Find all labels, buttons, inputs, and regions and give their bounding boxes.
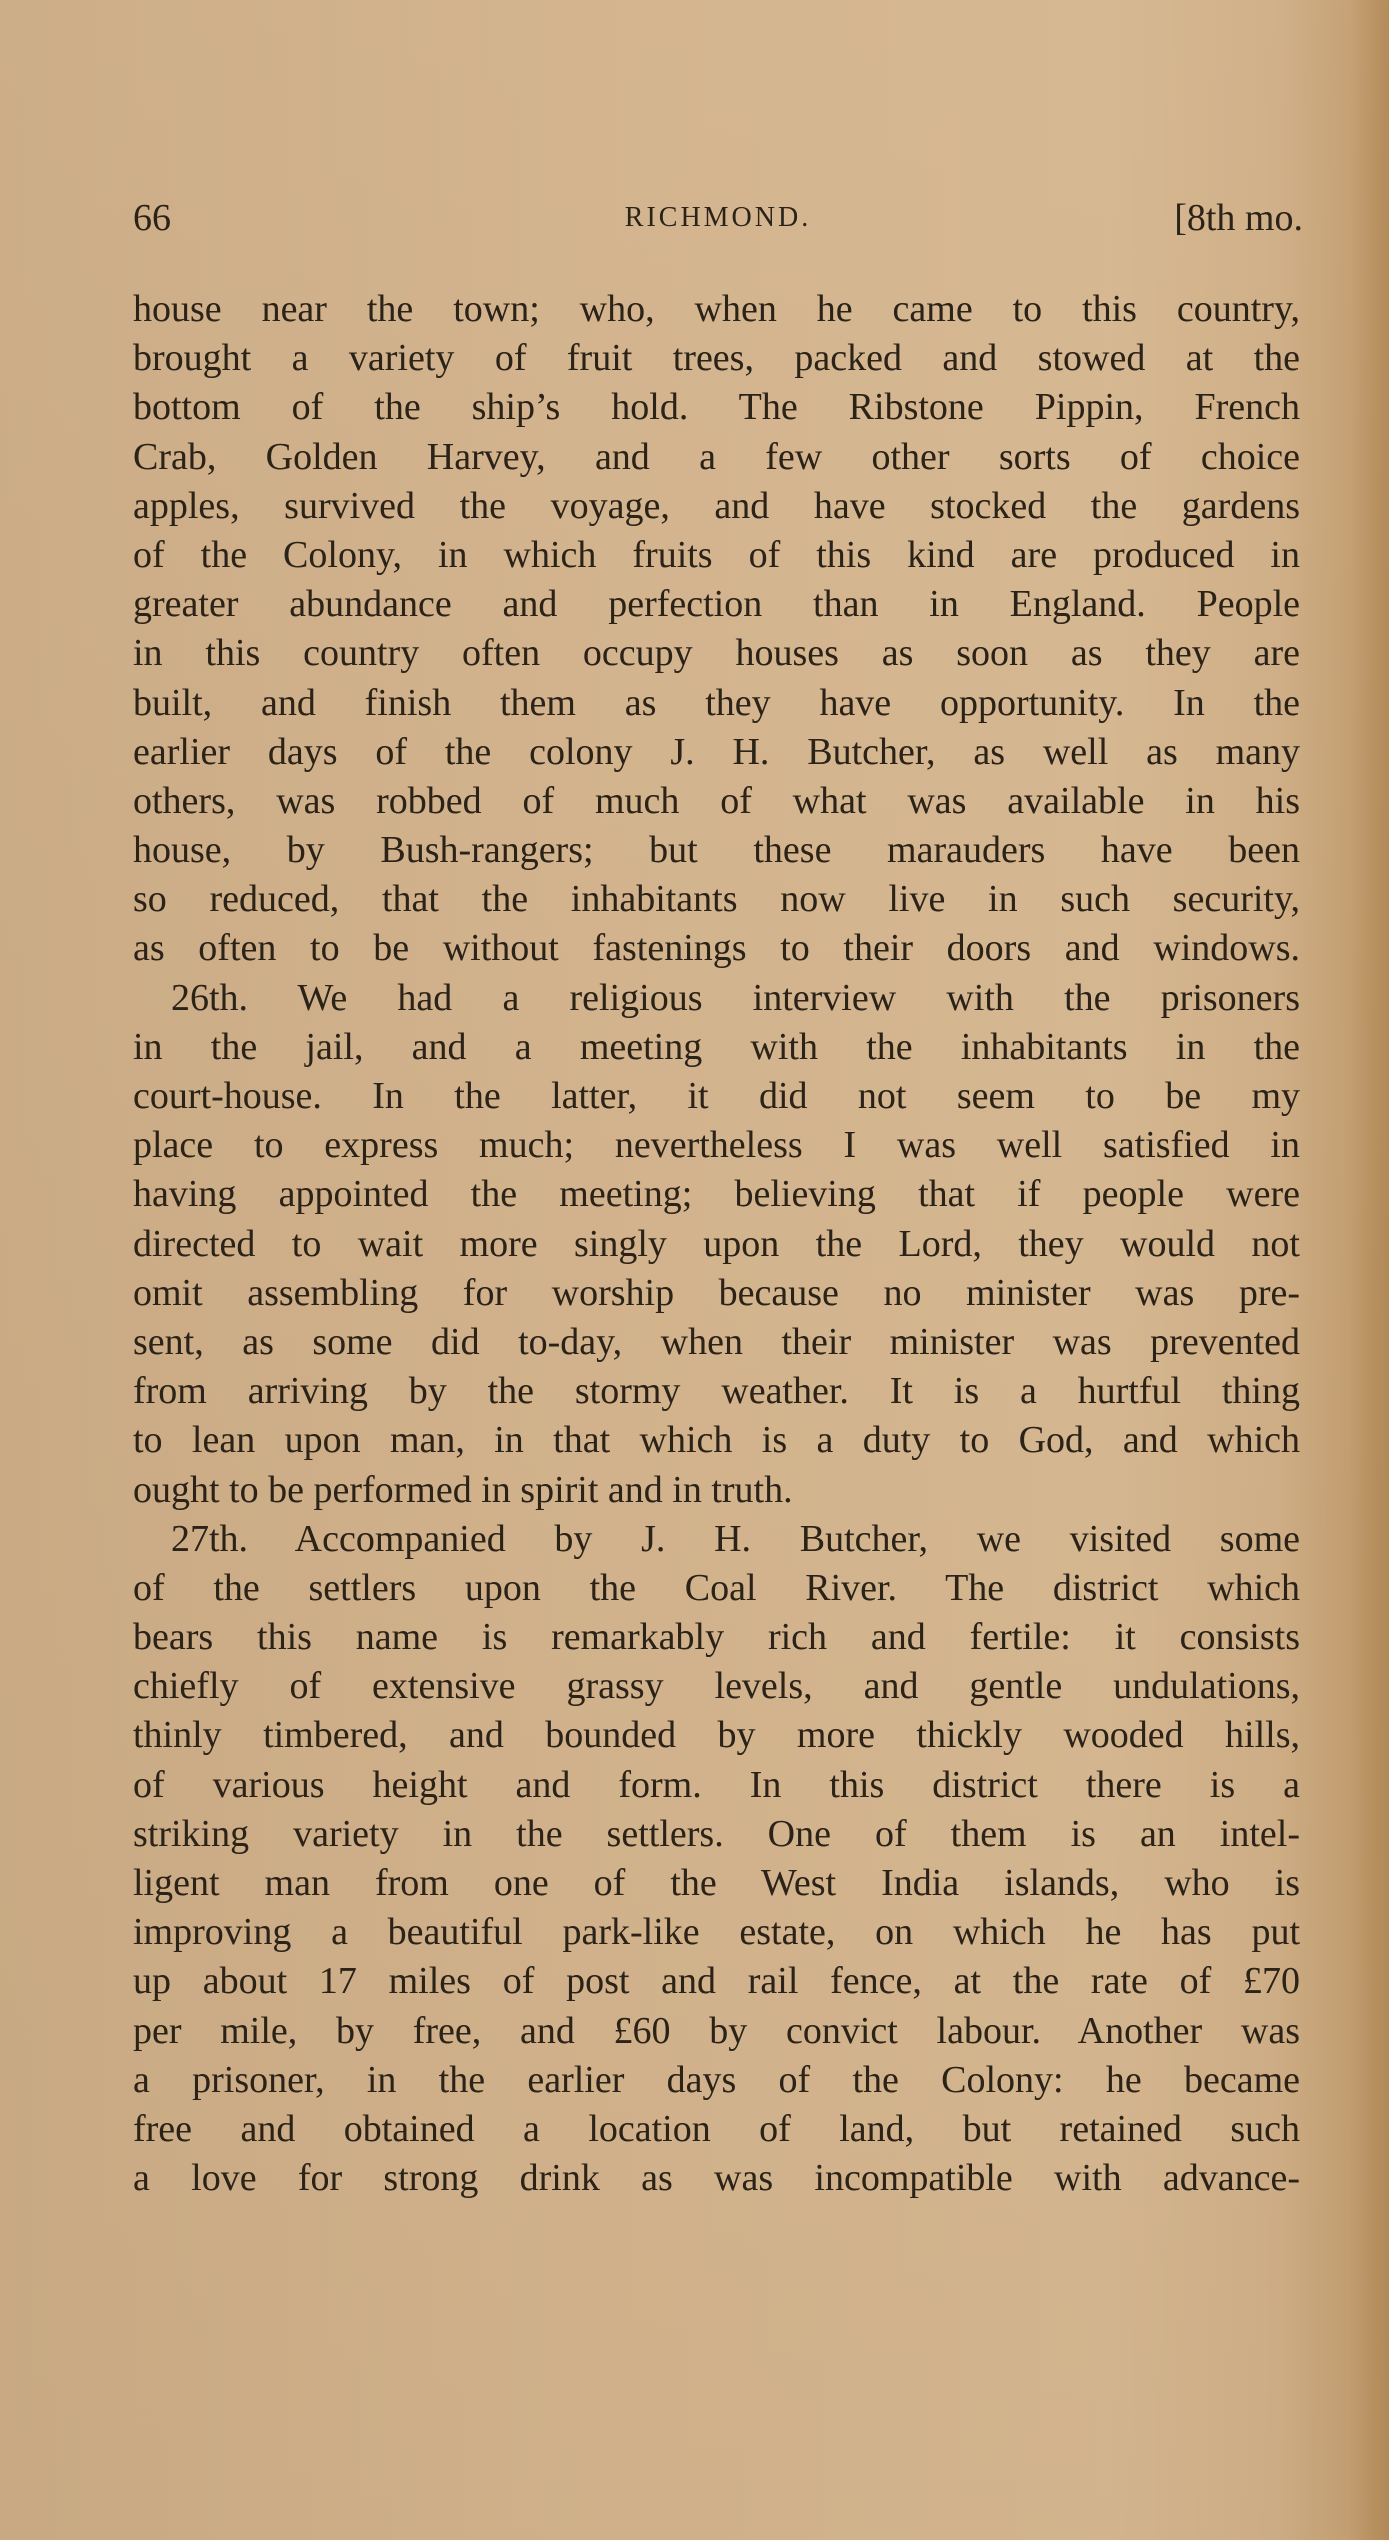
text-line: from arriving by the stormy weather. It is a hurtful thing	[133, 1370, 1300, 1413]
text-line: 27th. Accompanied by J. H. Butcher, we visited some	[171, 1517, 1300, 1560]
text-line: 26th. We had a religious interview with the prisoners	[171, 976, 1300, 1019]
text-line: others, was robbed of much of what was available in his	[133, 779, 1300, 822]
text-line: built, and finish them as they have opportunity. In the	[133, 681, 1300, 724]
text-line: a love for strong drink as was incompatible with advance-	[133, 2157, 1300, 2200]
text-line: earlier days of the colony J. H. Butcher, as well as many	[133, 730, 1300, 773]
text-line: per mile, by free, and £60 by convict labour. Another was	[133, 2009, 1300, 2052]
running-title: RICHMOND.	[624, 202, 812, 233]
text-line: house near the town; who, when he came to this country,	[133, 288, 1300, 330]
running-head	[133, 196, 1303, 256]
text-line: house, by Bush-rangers; but these marauders have been	[133, 829, 1300, 872]
text-line: greater abundance and perfection than in England. People	[133, 583, 1300, 626]
paragraph-1	[133, 285, 1300, 974]
text-line: sent, as some did to-day, when their minister was prevented	[133, 1320, 1300, 1363]
text-line: up about 17 miles of post and rail fence, at the rate of £70	[133, 1960, 1300, 2003]
text-line: as often to be without fastenings to their doors and windows.	[133, 927, 1300, 970]
body-text	[133, 285, 1300, 2203]
text-line: bottom of the ship’s hold. The Ribstone Pippin, French	[133, 386, 1300, 429]
text-line: brought a variety of fruit trees, packed and stowed at the	[133, 337, 1300, 380]
text-line: striking variety in the settlers. One of them is an intel-	[133, 1812, 1300, 1855]
text-line: improving a beautiful park-like estate, on which he has put	[133, 1911, 1300, 1954]
text-line: having appointed the meeting; believing that if people were	[133, 1173, 1300, 1216]
month-marker: [8th mo.	[1174, 197, 1303, 239]
text-line: ought to be performed in spirit and in truth.	[133, 1468, 793, 1511]
text-line: chiefly of extensive grassy levels, and gentle undulations,	[133, 1665, 1300, 1708]
text-line: in this country often occupy houses as soon as they are	[133, 632, 1300, 675]
text-line: Crab, Golden Harvey, and a few other sorts of choice	[133, 435, 1300, 478]
text-line: so reduced, that the inhabitants now live in such security,	[133, 878, 1300, 921]
text-line: to lean upon man, in that which is a duty to God, and which	[133, 1419, 1300, 1462]
text-line: omit assembling for worship because no minister was pre-	[133, 1271, 1300, 1314]
text-line: thinly timbered, and bounded by more thickly wooded hills,	[133, 1714, 1300, 1757]
text-line: a prisoner, in the earlier days of the Colony: he became	[133, 2058, 1300, 2101]
paragraph-3	[133, 1515, 1300, 2204]
text-line: place to express much; nevertheless I was well satisfied in	[133, 1124, 1300, 1167]
text-line: free and obtained a location of land, but retained such	[133, 2107, 1300, 2150]
text-line: of various height and form. In this district there is a	[133, 1763, 1300, 1806]
page-number: 66	[133, 197, 171, 239]
text-line: of the settlers upon the Coal River. The district which	[133, 1566, 1300, 1609]
text-line: apples, survived the voyage, and have stocked the gardens	[133, 484, 1300, 527]
text-line: directed to wait more singly upon the Lord, they would not	[133, 1222, 1300, 1265]
text-line: of the Colony, in which fruits of this kind are produced in	[133, 533, 1300, 576]
text-line: ligent man from one of the West India islands, who is	[133, 1862, 1300, 1904]
text-line: court-house. In the latter, it did not seem to be my	[133, 1075, 1300, 1117]
paragraph-2	[133, 974, 1300, 1515]
text-line: bears this name is remarkably rich and fertile: it consists	[133, 1616, 1300, 1659]
text-line: in the jail, and a meeting with the inhabitants in the	[133, 1025, 1300, 1068]
page-edge-shadow	[1349, 0, 1389, 2540]
